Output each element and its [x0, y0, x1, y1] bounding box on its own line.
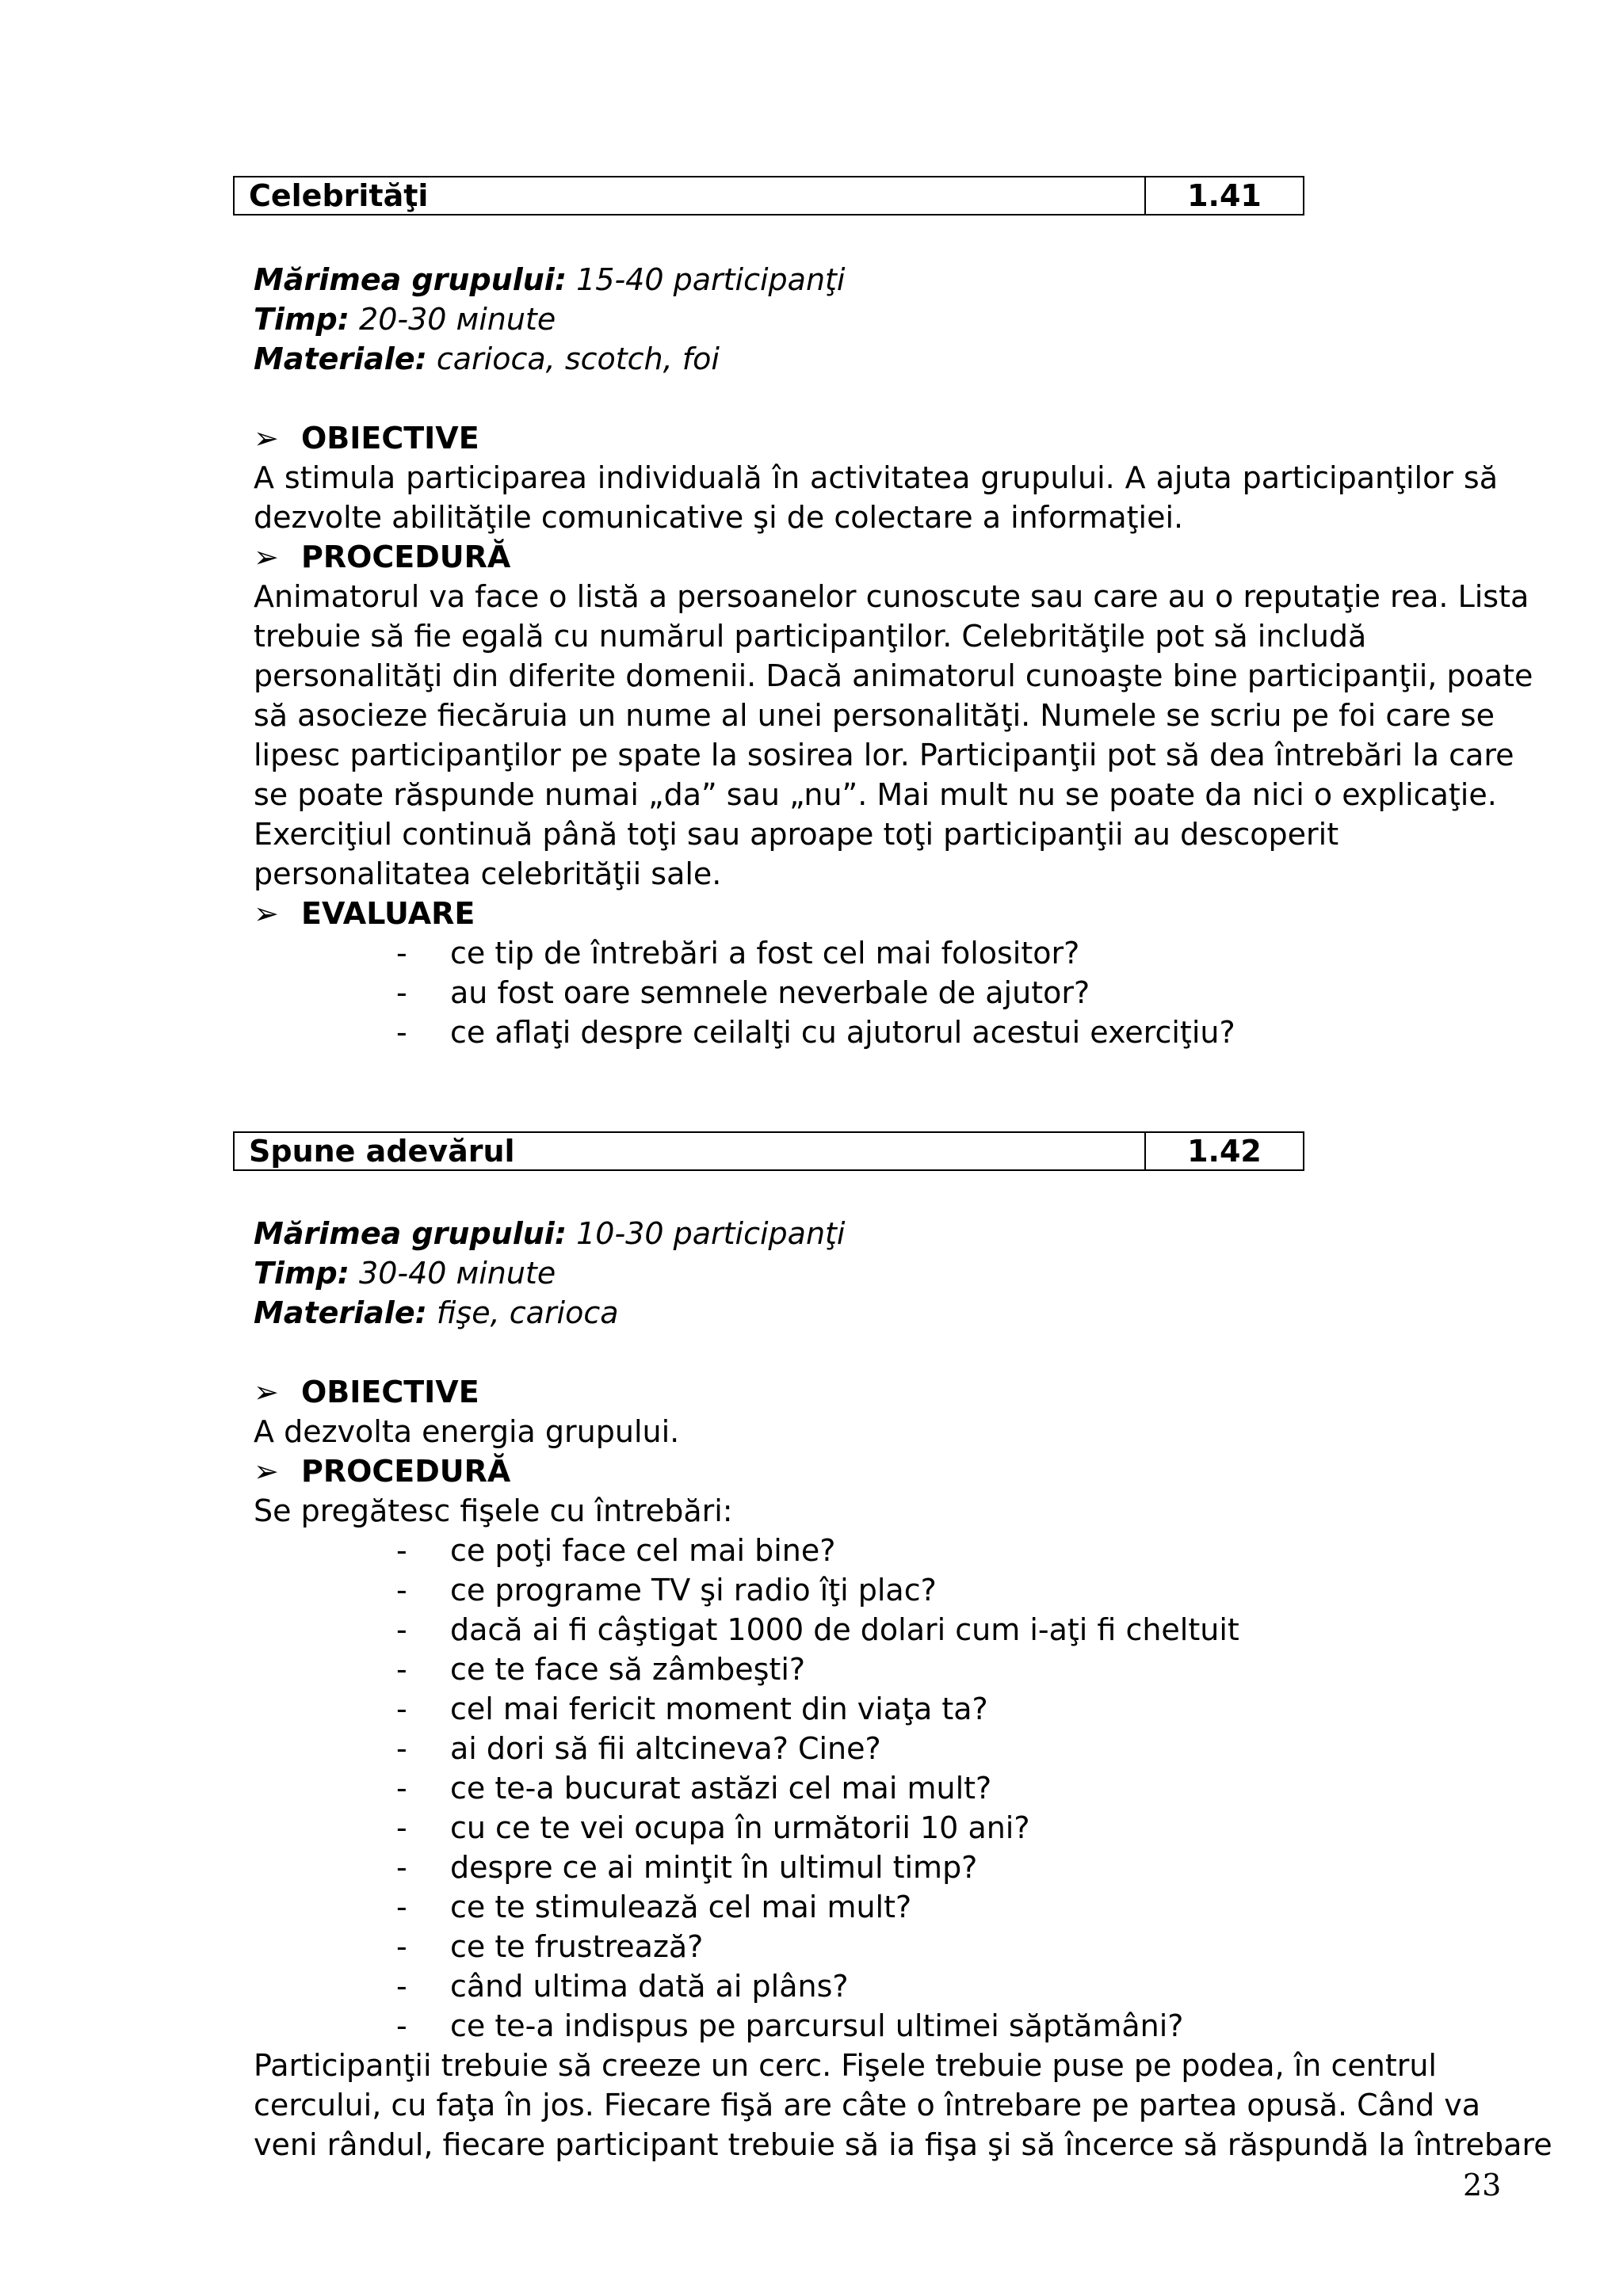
objectives-heading: ➢ OBIECTIVE	[254, 418, 479, 458]
group-size: Mărimea grupului: 15-40 participanţi	[254, 262, 846, 297]
list-item: - despre ce ai minţit în ultimul timp?	[396, 1850, 978, 1885]
list-item: - ce tip de întrebări a fost cel mai folositor?	[396, 936, 1080, 971]
list-item: - ce te frustrează?	[396, 1929, 704, 1964]
procedure-heading: ➢ PROCEDURĂ	[254, 537, 510, 577]
activity-title-table	[233, 176, 1304, 215]
list-item: - cu ce te vei ocupa în următorii 10 ani?	[396, 1810, 1030, 1845]
procedure-intro: Se pregătesc fişele cu întrebări:	[254, 1493, 733, 1528]
list-item: - ce te face să zâmbeşti?	[396, 1652, 806, 1687]
questions-list	[396, 1531, 1239, 2046]
arrow-bullet-icon: ➢	[254, 1454, 279, 1489]
time: Timp: 20-30 мinute	[254, 302, 556, 337]
list-item: - ce te-a indispus pe parcursul ultimei săptămâni?	[396, 2008, 1184, 2043]
evaluation-list	[396, 933, 1235, 1052]
list-item: - când ultima dată ai plâns?	[396, 1969, 849, 2004]
arrow-bullet-icon: ➢	[254, 421, 279, 456]
activity-title-table	[233, 1131, 1304, 1171]
arrow-bullet-icon: ➢	[254, 540, 279, 574]
activity-number: 1.41	[1187, 178, 1262, 213]
list-item: - ai dori să fii altcineva? Cine?	[396, 1731, 881, 1766]
list-item: - ce te-a bucurat astăzi cel mai mult?	[396, 1771, 992, 1806]
page-number: 23	[1463, 2168, 1502, 2203]
group-size: Mărimea grupului: 10-30 participanţi	[254, 1216, 846, 1251]
procedure-text: Animatorul va face o listă a persoanelor cunoscute sau care au o reputaţie rea. Lista trebuie să fie egală cu numărul participanţilor. Celebrităţile pot să includă personalităţi din diferite domenii. Dacă animatorul cunoaşte bine participanţii, poate să asocieze fiecăruia un nume al unei personalităţi. Numele se scriu pe foi care se lipesc participanţilor pe spate la sosirea lor. Participanţii pot să dea întrebări la care se poate răspunde numai „da” sau „nu”. Mai mult nu se poate da nici o explicaţie. Exerciţiul continuă până toţi sau aproape toţi participanţii au descoperit personalitatea celebrităţii sale.	[254, 579, 1533, 891]
time: Timp: 30-40 мinute	[254, 1256, 556, 1291]
materials: Materiale: fişe, carioca	[254, 1295, 619, 1330]
closing-text: Participanţii trebuie să creeze un cerc. Fişele trebuie puse pe podea, în centrul cercului, cu faţa în jos. Fiecare fişă are câte o întrebare pe partea opusă. Când va veni rândul, fiecare participant trebuie să ia fişa şi să încerce să răspundă la întrebare	[254, 2048, 1552, 2162]
activity-title: Spune adevărul	[235, 1133, 1146, 1169]
objectives-text: A dezvolta energia grupului.	[254, 1414, 680, 1449]
list-item: - ce programe TV şi radio îţi plac?	[396, 1573, 937, 1608]
list-item: - dacă ai fi câştigat 1000 de dolari cum i-aţi fi cheltuit	[396, 1612, 1239, 1647]
objectives-text: A stimula participarea individuală în activitatea grupului. A ajuta participanţilor să dezvolte abilităţile comunicative şi de colectare a informaţiei.	[254, 460, 1498, 535]
objectives-heading: ➢ OBIECTIVE	[254, 1372, 479, 1412]
list-item: - cel mai fericit moment din viaţa ta?	[396, 1691, 988, 1726]
activity-number: 1.42	[1187, 1134, 1262, 1169]
activity-title: Celebrităţi	[235, 177, 1146, 214]
list-item: - ce poţi face cel mai bine?	[396, 1533, 836, 1568]
arrow-bullet-icon: ➢	[254, 1375, 279, 1409]
procedure-heading: ➢ PROCEDURĂ	[254, 1451, 510, 1491]
list-item: - ce aflaţi despre ceilalţi cu ajutorul acestui exerciţiu?	[396, 1015, 1235, 1050]
evaluation-heading: ➢ EVALUARE	[254, 894, 475, 933]
arrow-bullet-icon: ➢	[254, 896, 279, 931]
list-item: - ce te stimulează cel mai mult?	[396, 1890, 912, 1924]
list-item: - au fost oare semnele neverbale de ajutor?	[396, 975, 1090, 1010]
materials: Materiale: carioca, scotch, foi	[254, 341, 720, 376]
